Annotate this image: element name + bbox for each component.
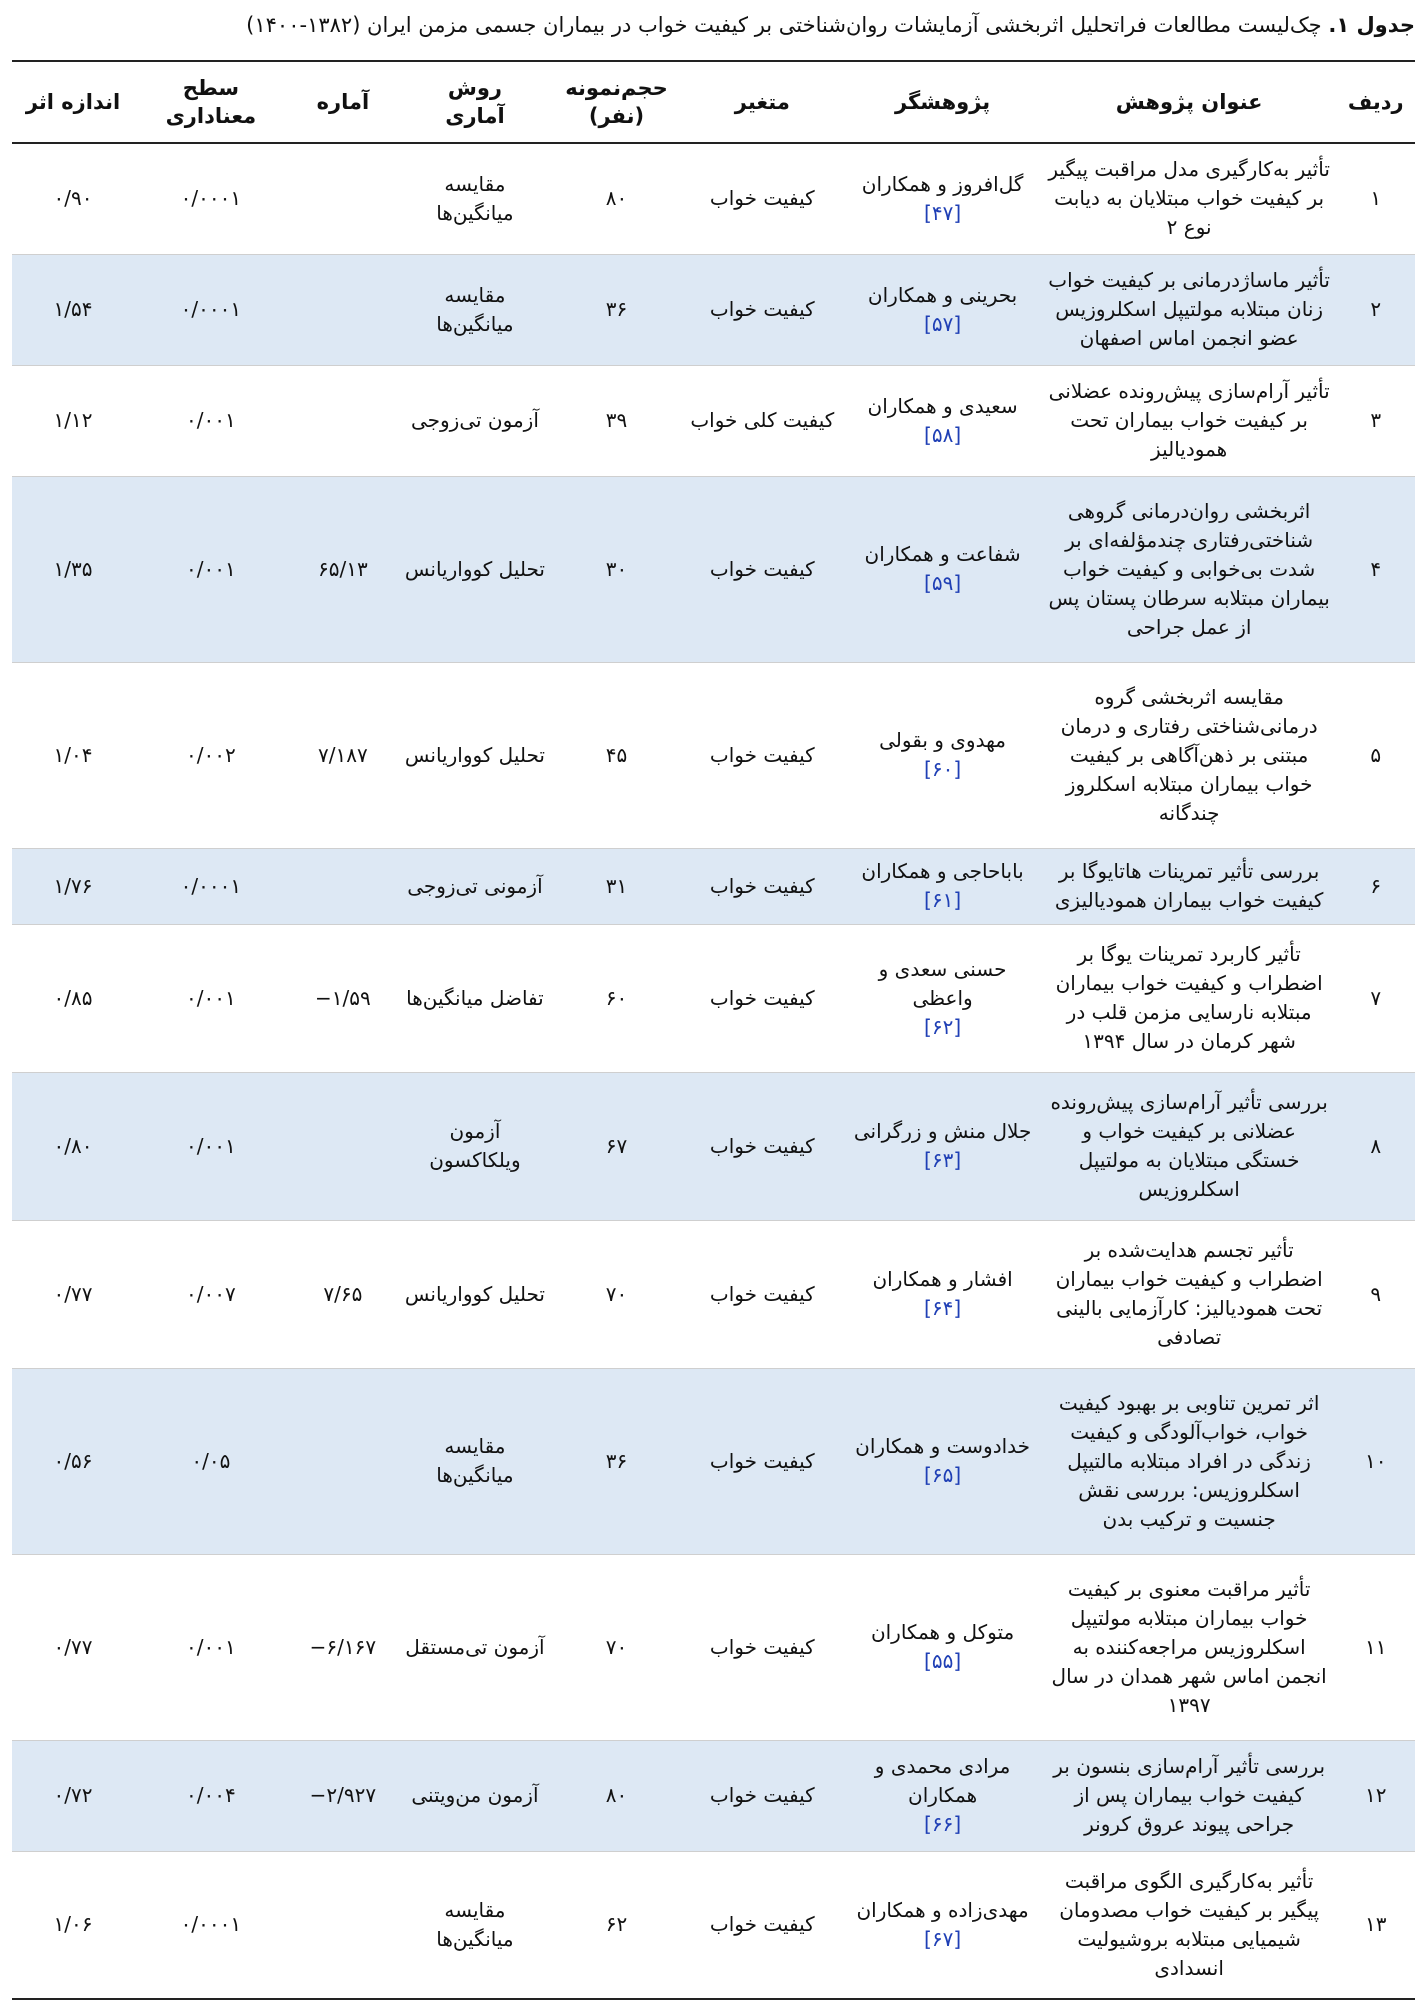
cell-row-number: ۵ [1337,662,1415,848]
cell-significance: ۰/۰۰۱ [134,924,288,1072]
cell-researcher: متوکل و همکاران [۵۵] [843,1554,1041,1740]
cell-variable: کیفیت خواب [681,476,843,662]
cell-effect-size: ۱/۰۴ [12,662,134,848]
cell-significance: ۰/۰۰۱ [134,476,288,662]
header-method: روش آماری [398,61,552,143]
cell-sample-size: ۳۰ [552,476,681,662]
cell-row-number: ۱ [1337,143,1415,254]
cell-sample-size: ۳۱ [552,848,681,924]
cell-significance: ۰/۰۰۱ [134,1072,288,1220]
cell-statistic [288,1851,398,1999]
cell-method: آزمون تی‌مستقل [398,1554,552,1740]
cell-title: اثر تمرین تناوبی بر بهبود کیفیت خواب، خواب‌آلودگی و کیفیت زندگی در افراد مبتلابه مالتیپل اسکلروزیس: بررسی نقش جنسیت و ترکیب بدن [1042,1368,1337,1554]
cell-method: تحلیل کوواریانس [398,476,552,662]
table-row [12,1554,1415,1740]
header-significance: سطح معناداری [134,61,288,143]
table-row [12,143,1415,254]
cell-significance: ۰/۰۰۷ [134,1220,288,1368]
header-variable: متغیر [681,61,843,143]
citation-link[interactable]: [۵۷] [924,311,962,336]
cell-method: آزمون ویلکاکسون [398,1072,552,1220]
cell-researcher: گل‌افروز و همکاران [۴۷] [843,143,1041,254]
cell-significance: ۰/۰۰۰۱ [134,848,288,924]
cell-statistic [288,365,398,476]
cell-researcher: باباحاجی و همکاران [۶۱] [843,848,1041,924]
cell-variable: کیفیت کلی خواب [681,365,843,476]
citation-link[interactable]: [۶۰] [924,757,962,781]
cell-effect-size: ۰/۹۰ [12,143,134,254]
citation-link[interactable]: [۶۲] [924,1014,962,1039]
cell-statistic: ۷/۱۸۷ [288,662,398,848]
cell-title: تأثیر کاربرد تمرینات یوگا بر اضطراب و کیفیت خواب بیماران مبتلابه نارسایی مزمن قلب در شهر کرمان در سال ۱۳۹۴ [1042,924,1337,1072]
cell-row-number: ۷ [1337,924,1415,1072]
header-sample-size: حجم‌نمونه (نفر) [552,61,681,143]
cell-researcher: مهدوی و بقولی [۶۰] [843,662,1041,848]
cell-sample-size: ۶۲ [552,1851,681,1999]
cell-researcher: جلال منش و زرگرانی [۶۳] [843,1072,1041,1220]
cell-variable: کیفیت خواب [681,254,843,365]
cell-row-number: ۱۳ [1337,1851,1415,1999]
cell-method: تحلیل کوواریانس [398,1220,552,1368]
cell-row-number: ۸ [1337,1072,1415,1220]
cell-significance: ۰/۰۰۲ [134,662,288,848]
studies-table [12,60,1415,2000]
cell-title: تأثیر به‌کارگیری مدل مراقبت پیگیر بر کیفیت خواب مبتلایان به دیابت نوع ۲ [1042,143,1337,254]
cell-method: مقایسه میانگین‌ها [398,143,552,254]
table-row [12,662,1415,848]
cell-title: تأثیر آرام‌سازی پیش‌رونده عضلانی بر کیفیت خواب بیماران تحت همودیالیز [1042,365,1337,476]
cell-title: اثربخشی روان‌درمانی گروهی شناختی‌رفتاری چندمؤلفه‌ای بر شدت بی‌خوابی و کیفیت خواب بیماران مبتلابه سرطان پستان پس از عمل جراحی [1042,476,1337,662]
table-row [12,1220,1415,1368]
cell-sample-size: ۸۰ [552,143,681,254]
table-caption [12,8,1415,42]
cell-statistic: −۱/۵۹ [288,924,398,1072]
cell-method: تفاضل میانگین‌ها [398,924,552,1072]
citation-link[interactable]: [۵۵] [924,1649,962,1673]
cell-statistic: −۶/۱۶۷ [288,1554,398,1740]
cell-variable: کیفیت خواب [681,1851,843,1999]
cell-researcher: حسنی سعدی و واعظی [۶۲] [843,924,1041,1072]
table-row [12,1851,1415,1999]
cell-sample-size: ۴۵ [552,662,681,848]
cell-sample-size: ۶۷ [552,1072,681,1220]
cell-effect-size: ۰/۷۷ [12,1220,134,1368]
cell-effect-size: ۰/۸۰ [12,1072,134,1220]
citation-link[interactable]: [۶۶] [924,1812,962,1836]
header-title: عنوان پژوهش [1042,61,1337,143]
cell-statistic: ۷/۶۵ [288,1220,398,1368]
cell-title: بررسی تأثیر تمرینات هاتایوگا بر کیفیت خواب بیماران همودیالیزی [1042,848,1337,924]
cell-title: مقایسه اثربخشی گروه درمانی‌شناختی رفتاری و درمان مبتنی بر ذهن‌آگاهی بر کیفیت خواب بیماران مبتلابه اسکلروز چندگانه [1042,662,1337,848]
cell-variable: کیفیت خواب [681,1220,843,1368]
cell-effect-size: ۱/۱۲ [12,365,134,476]
cell-variable: کیفیت خواب [681,662,843,848]
cell-method: آزمون تی‌زوجی [398,365,552,476]
cell-method: مقایسه میانگین‌ها [398,1851,552,1999]
cell-statistic: −۲/۹۲۷ [288,1740,398,1851]
cell-row-number: ۱۰ [1337,1368,1415,1554]
cell-method: آزمونی تی‌زوجی [398,848,552,924]
cell-variable: کیفیت خواب [681,143,843,254]
header-researcher: پژوهشگر [843,61,1041,143]
cell-researcher: مهدی‌زاده و همکاران [۶۷] [843,1851,1041,1999]
header-row [12,61,1415,143]
cell-significance: ۰/۰۰۰۱ [134,1851,288,1999]
cell-researcher: سعیدی و همکاران [۵۸] [843,365,1041,476]
cell-significance: ۰/۰۰۱ [134,365,288,476]
cell-effect-size: ۱/۵۴ [12,254,134,365]
cell-method: مقایسه میانگین‌ها [398,254,552,365]
table-row [12,476,1415,662]
cell-row-number: ۶ [1337,848,1415,924]
caption-label: جدول ۱. [1328,13,1415,37]
cell-sample-size: ۳۶ [552,1368,681,1554]
cell-title: تأثیر مراقبت معنوی بر کیفیت خواب بیماران مبتلابه مولتیپل اسکلروزیس مراجعه‌کننده به انجمن اماس شهر همدان در سال ۱۳۹۷ [1042,1554,1337,1740]
cell-statistic [288,1368,398,1554]
table-row [12,365,1415,476]
cell-statistic [288,143,398,254]
cell-row-number: ۹ [1337,1220,1415,1368]
cell-title: تأثیر به‌کارگیری الگوی مراقبت پیگیر بر کیفیت خواب مصدومان شیمیایی مبتلابه بروشیولیت انسدادی [1042,1851,1337,1999]
cell-researcher: مرادی محمدی و همکاران [۶۶] [843,1740,1041,1851]
citation-link[interactable]: [۶۱] [924,888,962,912]
cell-researcher: خدادوست و همکاران [۶۵] [843,1368,1041,1554]
header-row-number: ردیف [1337,61,1415,143]
cell-significance: ۰/۰۰۰۱ [134,143,288,254]
cell-method: آزمون من‌ویتنی [398,1740,552,1851]
cell-title: بررسی تأثیر آرام‌سازی بنسون بر کیفیت خواب بیماران پس از جراحی پیوند عروق کرونر [1042,1740,1337,1851]
table-row [12,1072,1415,1220]
citation-link[interactable]: [۵۸] [924,422,962,447]
cell-variable: کیفیت خواب [681,924,843,1072]
table-row [12,254,1415,365]
citation-link[interactable]: [۶۷] [924,1926,962,1951]
cell-row-number: ۲ [1337,254,1415,365]
table-row [12,848,1415,924]
header-effect-size: اندازه اثر [12,61,134,143]
citation-link[interactable]: [۴۷] [924,200,962,225]
cell-researcher: بحرینی و همکاران [۵۷] [843,254,1041,365]
cell-variable: کیفیت خواب [681,1554,843,1740]
cell-variable: کیفیت خواب [681,1072,843,1220]
cell-effect-size: ۰/۸۵ [12,924,134,1072]
citation-link[interactable]: [۵۹] [924,571,962,595]
cell-title: تأثیر تجسم هدایت‌شده بر اضطراب و کیفیت خواب بیماران تحت همودیالیز: کارآزمایی بالینی تصادفی [1042,1220,1337,1368]
cell-researcher: افشار و همکاران [۶۴] [843,1220,1041,1368]
cell-sample-size: ۸۰ [552,1740,681,1851]
cell-sample-size: ۷۰ [552,1554,681,1740]
citation-link[interactable]: [۶۵] [924,1463,962,1487]
cell-researcher: شفاعت و همکاران [۵۹] [843,476,1041,662]
cell-statistic [288,848,398,924]
cell-effect-size: ۰/۷۲ [12,1740,134,1851]
cell-row-number: ۱۱ [1337,1554,1415,1740]
table-row [12,924,1415,1072]
cell-variable: کیفیت خواب [681,1368,843,1554]
cell-sample-size: ۳۹ [552,365,681,476]
cell-sample-size: ۳۶ [552,254,681,365]
cell-significance: ۰/۰۰۰۱ [134,254,288,365]
cell-title: بررسی تأثیر آرام‌سازی پیش‌رونده عضلانی بر کیفیت خواب و خستگی مبتلایان به مولتیپل اسکلروزیس [1042,1072,1337,1220]
cell-effect-size: ۰/۵۶ [12,1368,134,1554]
cell-effect-size: ۰/۷۷ [12,1554,134,1740]
cell-row-number: ۳ [1337,365,1415,476]
table-row [12,1368,1415,1554]
cell-variable: کیفیت خواب [681,848,843,924]
cell-row-number: ۴ [1337,476,1415,662]
cell-statistic [288,254,398,365]
cell-significance: ۰/۰۵ [134,1368,288,1554]
header-statistic: آماره [288,61,398,143]
cell-significance: ۰/۰۰۱ [134,1554,288,1740]
table-row [12,1740,1415,1851]
cell-row-number: ۱۲ [1337,1740,1415,1851]
cell-variable: کیفیت خواب [681,1740,843,1851]
cell-effect-size: ۱/۷۶ [12,848,134,924]
cell-sample-size: ۷۰ [552,1220,681,1368]
cell-method: تحلیل کوواریانس [398,662,552,848]
caption-text: چک‌لیست مطالعات فراتحلیل اثربخشی آزمایشات روان‌شناختی بر کیفیت خواب در بیماران جسمی مزمن ایران (۱۳۸۲-۱۴۰۰) [246,13,1322,37]
cell-title: تأثیر ماساژدرمانی بر کیفیت خواب زنان مبتلابه مولتیپل اسکلروزیس عضو انجمن اماس اصفهان [1042,254,1337,365]
cell-statistic: ۶۵/۱۳ [288,476,398,662]
cell-effect-size: ۱/۰۶ [12,1851,134,1999]
cell-effect-size: ۱/۳۵ [12,476,134,662]
cell-significance: ۰/۰۰۴ [134,1740,288,1851]
cell-method: مقایسه میانگین‌ها [398,1368,552,1554]
citation-link[interactable]: [۶۳] [924,1148,962,1172]
citation-link[interactable]: [۶۴] [924,1296,962,1320]
cell-statistic [288,1072,398,1220]
cell-sample-size: ۶۰ [552,924,681,1072]
